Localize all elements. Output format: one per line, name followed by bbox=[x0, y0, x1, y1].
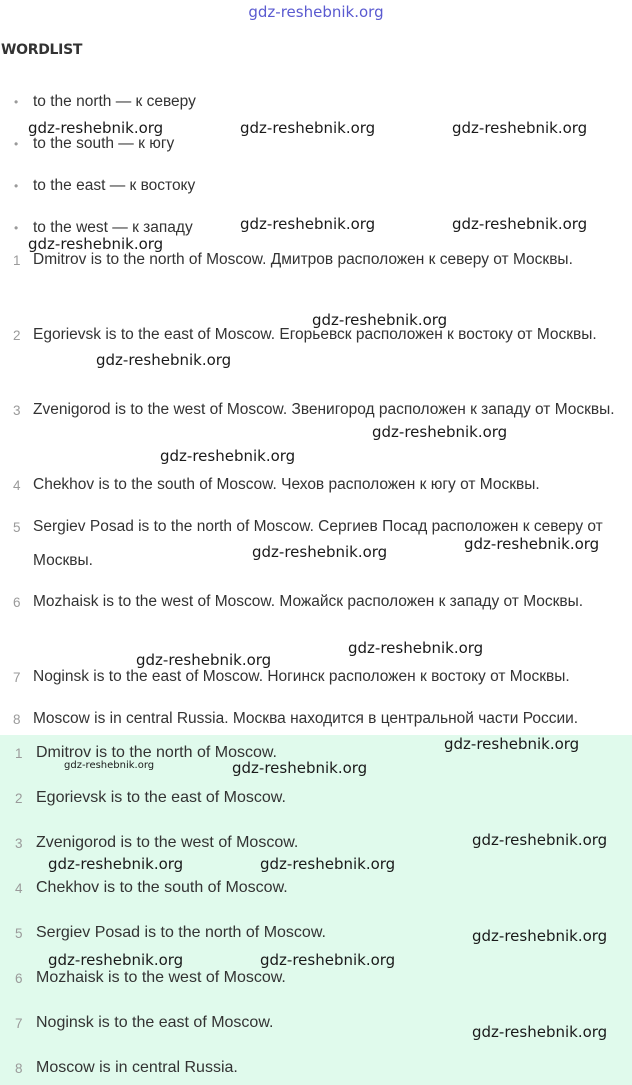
watermark-text: gdz-reshebnik.org bbox=[452, 119, 588, 137]
row-number: 2 bbox=[13, 328, 21, 343]
answer-text: Sergiev Posad is to the north of Moscow. bbox=[36, 924, 326, 941]
answer-number: 2 bbox=[15, 791, 23, 806]
watermark-text: gdz-reshebnik.org bbox=[136, 651, 272, 669]
answer-number: 5 bbox=[15, 926, 23, 941]
answer-text: Moscow is in central Russia. bbox=[36, 1059, 238, 1076]
watermark-text: gdz-reshebnik.org bbox=[48, 951, 184, 969]
bullet-icon: • bbox=[14, 179, 19, 193]
wordlist-item bbox=[14, 177, 195, 195]
wordlist-item-text: to the north — к северу bbox=[33, 93, 196, 110]
watermark-text: gdz-reshebnik.org bbox=[452, 215, 588, 233]
watermark-text: gdz-reshebnik.org bbox=[252, 543, 388, 561]
answer-number: 8 bbox=[15, 1061, 23, 1076]
row-text: Noginsk is to the east of Moscow. Ногинск расположен к востоку от Москвы. bbox=[33, 668, 570, 685]
watermark-text: gdz-reshebnik.org bbox=[464, 535, 600, 553]
bullet-icon: • bbox=[14, 95, 19, 109]
watermark-text: gdz-reshebnik.org bbox=[28, 235, 164, 253]
watermark-text: gdz-reshebnik.org bbox=[312, 311, 448, 329]
wordlist-item bbox=[14, 93, 196, 111]
watermark-text: gdz-reshebnik.org bbox=[260, 951, 396, 969]
answer-text: Dmitrov is to the north of Moscow. bbox=[36, 744, 277, 761]
row-number: 8 bbox=[13, 712, 21, 727]
watermark-text: gdz-reshebnik.org bbox=[240, 119, 376, 137]
answer-number: 3 bbox=[15, 836, 23, 851]
answer-text: Egorievsk is to the east of Moscow. bbox=[36, 789, 286, 806]
bullet-icon: • bbox=[14, 221, 19, 235]
bullet-icon: • bbox=[14, 137, 19, 151]
row-text: Sergiev Posad is to the north of Moscow. Сергиев Посад расположен к северу от Москвы. bbox=[33, 518, 603, 569]
row-text: Dmitrov is to the north of Moscow. Дмитров расположен к северу от Москвы. bbox=[33, 251, 573, 268]
wordlist-item bbox=[14, 135, 174, 153]
answer-number: 4 bbox=[15, 881, 23, 896]
watermark-text: gdz-reshebnik.org bbox=[472, 1023, 608, 1041]
wordlist-heading: WORDLIST bbox=[1, 42, 83, 58]
wordlist-item-text: to the south — к югу bbox=[33, 135, 175, 152]
answer-number: 6 bbox=[15, 971, 23, 986]
row-number: 3 bbox=[13, 403, 21, 418]
row-number: 7 bbox=[13, 670, 21, 685]
row-text: Egorievsk is to the east of Moscow. Егорьевск расположен к востоку от Москвы. bbox=[33, 326, 597, 343]
watermark-text: gdz-reshebnik.org bbox=[160, 447, 296, 465]
row-number: 4 bbox=[13, 478, 21, 493]
answer-number: 1 bbox=[15, 746, 23, 761]
wordlist-item-text: to the west — к западу bbox=[33, 219, 193, 236]
row-number: 5 bbox=[13, 520, 21, 535]
wordlist-item-text: to the east — к востоку bbox=[33, 177, 196, 194]
site-header-link[interactable]: gdz-reshebnik.org bbox=[248, 3, 384, 21]
watermark-text: gdz-reshebnik.org bbox=[232, 759, 368, 777]
row-number: 6 bbox=[13, 595, 21, 610]
watermark-text: gdz-reshebnik.org bbox=[240, 215, 376, 233]
watermark-text: gdz-reshebnik.org bbox=[64, 760, 155, 771]
row-text: Mozhaisk is to the west of Moscow. Можайск расположен к западу от Москвы. bbox=[33, 593, 584, 610]
watermark-text: gdz-reshebnik.org bbox=[372, 423, 508, 441]
answer-text: Chekhov is to the south of Moscow. bbox=[36, 879, 288, 896]
watermark-text: gdz-reshebnik.org bbox=[348, 639, 484, 657]
watermark-text: gdz-reshebnik.org bbox=[472, 831, 608, 849]
row-text: Zvenigorod is to the west of Moscow. Звенигород расположен к западу от Москвы. bbox=[33, 401, 615, 418]
watermark-text: gdz-reshebnik.org bbox=[444, 735, 580, 753]
row-text: Moscow is in central Russia. Москва находится в центральной части России. bbox=[33, 710, 579, 727]
watermark-text: gdz-reshebnik.org bbox=[28, 119, 164, 137]
watermark-text: gdz-reshebnik.org bbox=[96, 351, 232, 369]
answer-text: Mozhaisk is to the west of Moscow. bbox=[36, 969, 286, 986]
row-text: Chekhov is to the south of Moscow. Чехов расположен к югу от Москвы. bbox=[33, 476, 540, 493]
answer-number: 7 bbox=[15, 1016, 23, 1031]
answer-text: Zvenigorod is to the west of Moscow. bbox=[36, 834, 299, 851]
watermark-text: gdz-reshebnik.org bbox=[472, 927, 608, 945]
watermark-text: gdz-reshebnik.org bbox=[48, 855, 184, 873]
watermark-text: gdz-reshebnik.org bbox=[260, 855, 396, 873]
row-number: 1 bbox=[13, 253, 21, 268]
answer-text: Noginsk is to the east of Moscow. bbox=[36, 1014, 274, 1031]
